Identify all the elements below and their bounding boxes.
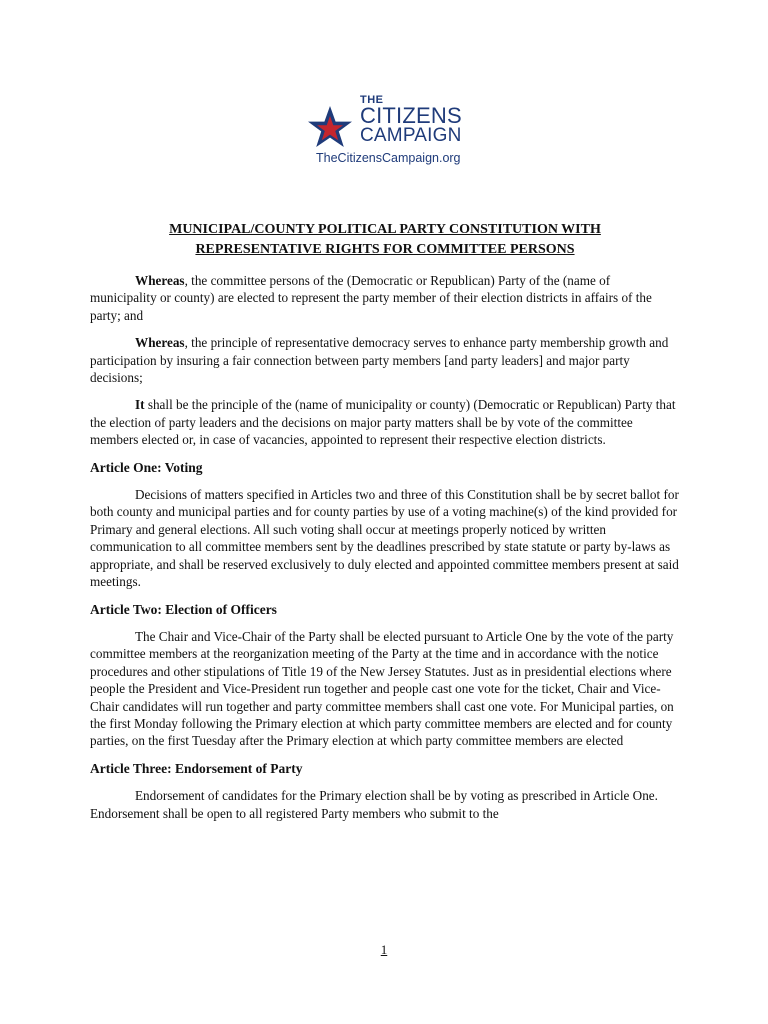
article-two-text: The Chair and Vice-Chair of the Party shall be elected pursuant to Article One by the vote of the party committee members at the reorganization meeting of the Party at the time and in accordance with the notice procedures and other stipulations of Title 19 of the New Jersey Statutes. Just as in presidential elections where people the President and Vice-President run together and people cast one vote for the ticket, Chair and Vice-Chair candidates will run together and party committee members shall cast one vote. For Municipal parties, on the first Monday following the Primary election at which party committee members are elected and for county parties, on the first Tuesday after the Primary election at which party committee members are elected (90, 628, 674, 749)
article-three-heading: Article Three: Endorsement of Party (90, 760, 303, 776)
title-line-2: REPRESENTATIVE RIGHTS FOR COMMITTEE PERSONS (195, 242, 575, 257)
article-one-text: Decisions of matters specified in Articles two and three of this Constitution shall be by secret ballot for both county and municipal parties and for county parties by use of a voting machine(s) of the kind provided for Primary and general elections. All such voting shall occur at meetings properly noticed by written communication to all committee members sent by the deadlines prescribed by state statute or party by-laws as appropriate, and shall be reserved exclusively to duly elected and appointed committee members present at said meetings. (90, 487, 679, 590)
article-one-heading: Article One: Voting (90, 459, 203, 475)
article-two-heading: Article Two: Election of Officers (90, 601, 277, 617)
logo-the-text: THE (360, 94, 384, 106)
paragraph-lead: Whereas (135, 335, 185, 351)
paragraph-text: , the principle of representative democracy serves to enhance party membership growth and participation by insuring a fair connection between party members [and party leaders] and major party decisions; (90, 335, 669, 386)
paragraph-lead: It (135, 397, 145, 413)
logo-url-text: TheCitizensCampaign.org (316, 151, 461, 165)
title-line-1: MUNICIPAL/COUNTY POLITICAL PARTY CONSTITUTION WITH (169, 222, 601, 237)
document-title (90, 220, 680, 260)
article-three-text: Endorsement of candidates for the Primary election shall be by voting as prescribed in Article One. Endorsement shall be open to all registered Party members who submit to the (90, 788, 658, 821)
whereas-paragraph-1 (90, 272, 680, 324)
logo-citizens-text: CITIZENS (360, 103, 462, 128)
page-number: 1 (380, 942, 388, 957)
whereas-paragraph-2 (90, 334, 680, 386)
paragraph-text: shall be the principle of the (name of municipality or county) (Democratic or Republican) Party that the election of party leaders and the decisions on major party matters shall be by vote of the committee members elected or, in case of vacancies, appointed to represent their respective election districts. (90, 397, 676, 448)
star-logo-icon (306, 103, 354, 151)
citizens-campaign-logo (304, 93, 474, 173)
paragraph-lead: Whereas (135, 273, 185, 288)
paragraph-text: , the committee persons of the (Democratic or Republican) Party of the (name of municipality or county) are elected to represent the party member of their election districts in affairs of the party; and (90, 273, 652, 323)
principle-paragraph (90, 396, 680, 448)
logo-campaign-text: CAMPAIGN (360, 125, 462, 146)
document-body (90, 272, 680, 832)
